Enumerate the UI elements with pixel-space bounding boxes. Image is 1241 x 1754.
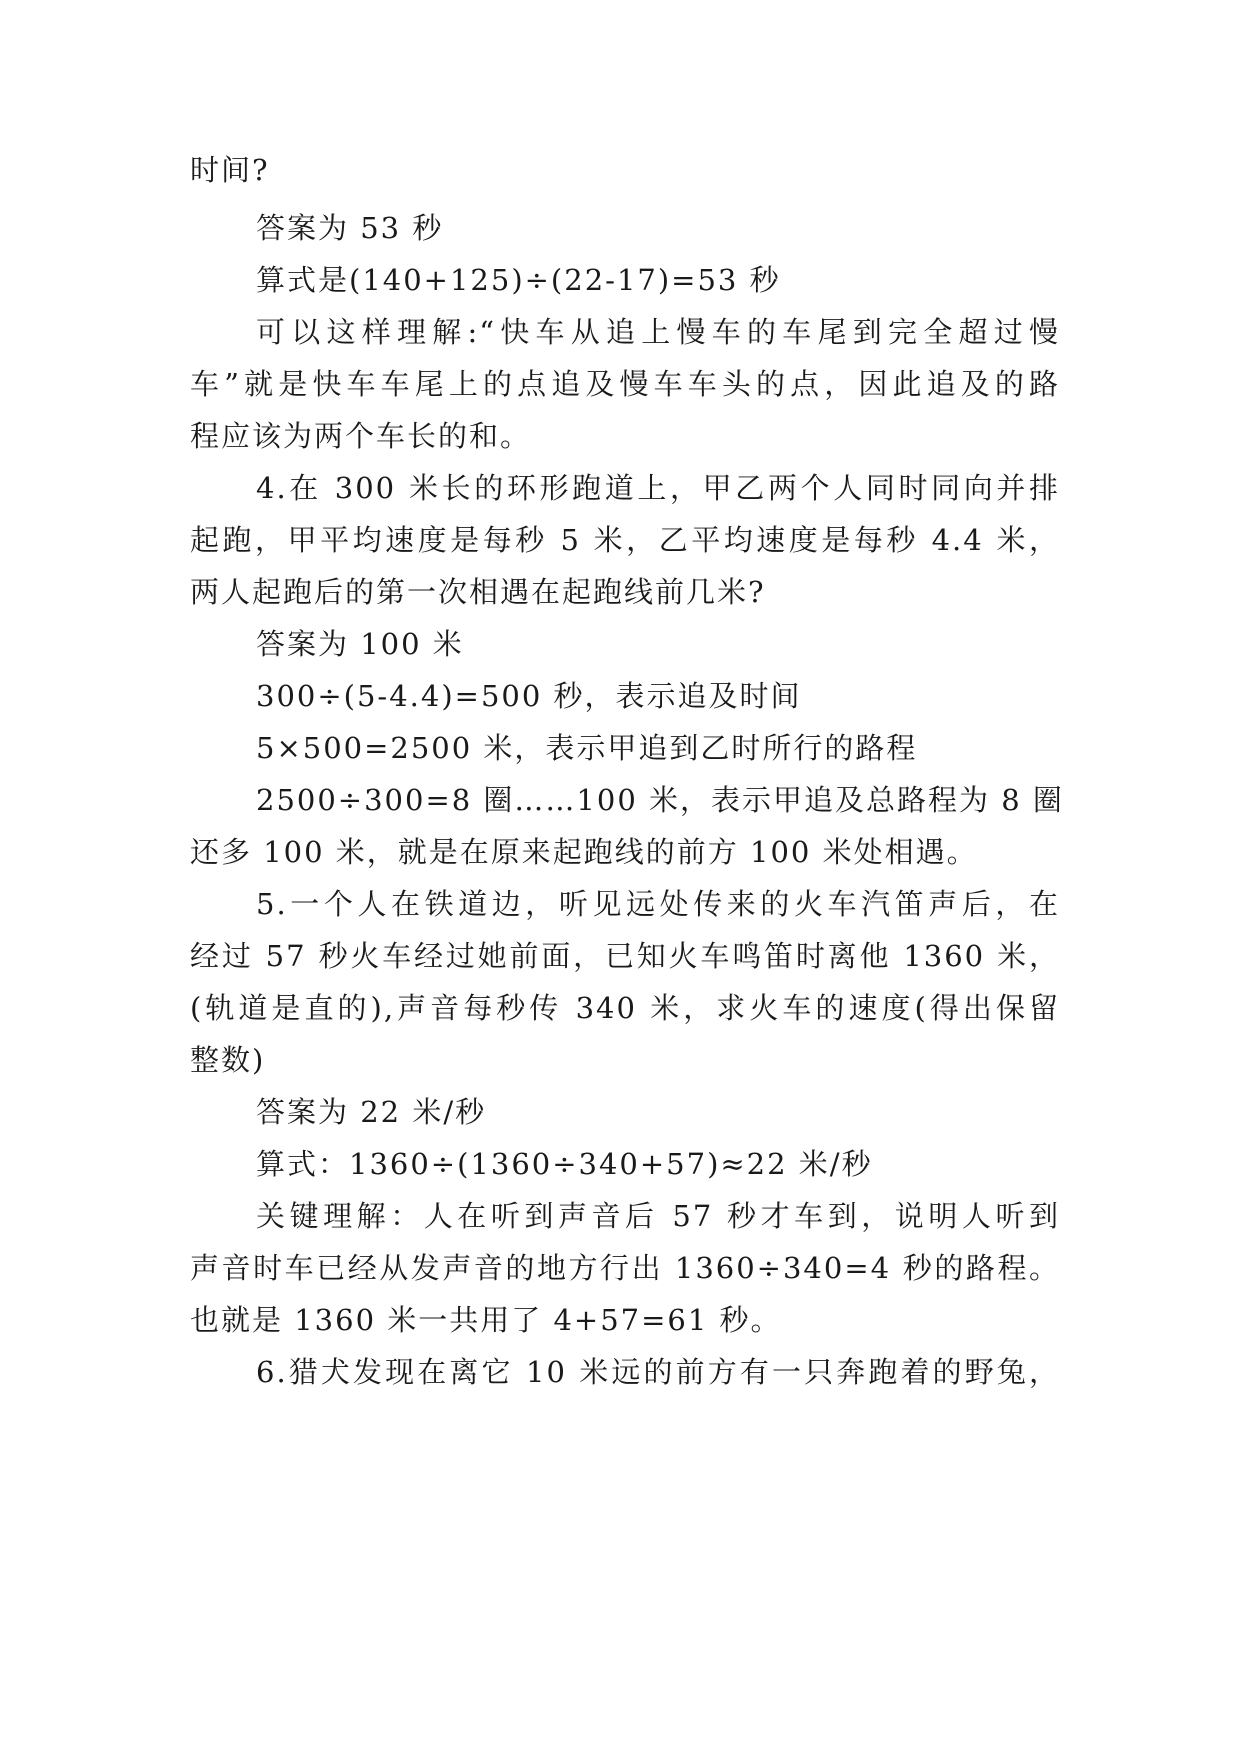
text-line: 算式是(140+125)÷(22-17)=53 秒 [256,263,781,297]
text-line: 关键理解：人在听到声音后 57 秒才车到，说明人听到 [256,1199,1060,1233]
text-line: 可以这样理解:“快车从追上慢车的车尾到完全超过慢 [256,315,1060,349]
text-line: 6.猎犬发现在离它 10 米远的前方有一只奔跑着的野兔， [256,1355,1060,1389]
text-line: 两人起跑后的第一次相遇在起跑线前几米? [190,575,766,609]
text-line: 起跑，甲平均速度是每秒 5 米，乙平均速度是每秒 4.4 米， [190,523,1060,557]
text-line: 答案为 22 米/秒 [256,1095,487,1129]
text-line: 车”就是快车车尾上的点追及慢车车头的点，因此追及的路 [190,367,1060,401]
text-line: 声音时车已经从发声音的地方行出 1360÷340=4 秒的路程。 [190,1251,1060,1285]
text-line: 程应该为两个车长的和。 [190,419,532,453]
text-line: 4.在 300 米长的环形跑道上，甲乙两个人同时同向并排 [256,471,1060,505]
text-line: 2500÷300=8 圈……100 米，表示甲追及总路程为 8 圈 [256,783,1064,817]
text-line: 答案为 53 秒 [256,211,444,245]
text-line: 算式：1360÷(1360÷340+57)≈22 米/秒 [256,1147,873,1181]
text-line: 还多 100 米，就是在原来起跑线的前方 100 米处相遇。 [190,835,978,869]
text-line: 300÷(5-4.4)=500 秒，表示追及时间 [256,679,802,713]
text-line: 时间? [190,153,270,187]
text-line: (轨道是直的),声音每秒传 340 米，求火车的速度(得出保留 [190,991,1060,1025]
text-line: 5×500=2500 米，表示甲追到乙时所行的路程 [256,731,918,765]
text-line: 也就是 1360 米一共用了 4+57=61 秒。 [190,1303,782,1337]
text-line: 整数) [190,1043,266,1077]
text-line: 答案为 100 米 [256,627,464,661]
text-line: 5.一个人在铁道边，听见远处传来的火车汽笛声后，在 [256,887,1060,921]
text-line: 经过 57 秒火车经过她前面，已知火车鸣笛时离他 1360 米， [190,939,1060,973]
